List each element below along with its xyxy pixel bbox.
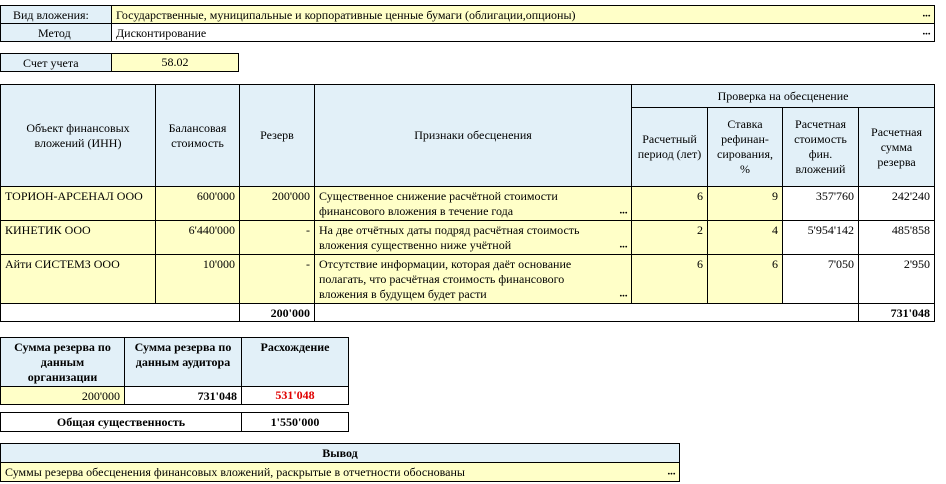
row-2-object[interactable]: КИНЕТИК ООО <box>0 220 156 255</box>
summary-auditor-header: Сумма резерва по данным аудитора <box>124 337 242 387</box>
conclusion-value: Суммы резерва обесценения финансовых вложений, раскрытые в отчетности обоснованы <box>5 465 465 479</box>
header-balance: Балансовая стоимость <box>155 84 240 187</box>
materiality-label: Общая существенность <box>0 412 242 432</box>
row-1-balance[interactable]: 600'000 <box>155 186 240 221</box>
row-1-signs-text: Существенное снижение расчётной стоимости финансового вложения в течение года <box>319 189 558 218</box>
row-3-signs[interactable] <box>314 254 632 304</box>
row-2-signs-text: На две отчётных даты подряд расчётная стоимость вложения существенно ниже учётной <box>319 223 580 252</box>
ellipsis-icon[interactable]: ··· <box>618 241 627 253</box>
row-2-signs[interactable] <box>314 220 632 255</box>
total-reserve: 200'000 <box>239 303 315 322</box>
row-3-calc-reserve: 2'950 <box>858 254 935 304</box>
ellipsis-icon[interactable]: ··· <box>666 468 675 480</box>
row-3-signs-text: Отсутствие информации, которая даёт основание полагать, что расчётная стоимость финансового вложения в будущем будет расти <box>319 257 572 301</box>
ellipsis-icon[interactable]: ··· <box>618 207 627 219</box>
row-1-period[interactable]: 6 <box>631 186 708 221</box>
row-1-reserve[interactable]: 200'000 <box>239 186 315 221</box>
total-empty-left <box>0 303 240 322</box>
method-field[interactable] <box>111 23 935 42</box>
row-2-calc-reserve: 485'858 <box>858 220 935 255</box>
header-calc-value: Расчетная стоимость фин. вложений <box>782 107 859 187</box>
header-calc-reserve: Расчетная сумма резерва <box>858 107 935 187</box>
row-1-rate[interactable]: 9 <box>707 186 783 221</box>
summary-org-header: Сумма резерва по данным организации <box>0 337 125 387</box>
header-period: Расчетный период (лет) <box>631 107 708 187</box>
investment-type-field[interactable] <box>111 5 935 24</box>
summary-diff-header: Расхождение <box>241 337 349 387</box>
ellipsis-icon[interactable]: ··· <box>618 290 627 302</box>
row-2-balance[interactable]: 6'440'000 <box>155 220 240 255</box>
method-value: Дисконтирование <box>116 26 207 40</box>
row-2-reserve[interactable]: - <box>239 220 315 255</box>
investment-type-value: Государственные, муниципальные и корпоративные ценные бумаги (облигации,опционы) <box>116 8 576 22</box>
row-1-signs[interactable] <box>314 186 632 221</box>
row-2-rate[interactable]: 4 <box>707 220 783 255</box>
account-value[interactable]: 58.02 <box>111 53 239 72</box>
row-3-reserve[interactable]: - <box>239 254 315 304</box>
header-signs: Признаки обесценения <box>314 84 632 187</box>
row-1-calc-value: 357'760 <box>782 186 859 221</box>
total-calc-reserve: 731'048 <box>858 303 935 322</box>
header-rate: Ставка рефинан-сирования, % <box>707 107 783 187</box>
header-check-group: Проверка на обесценение <box>631 84 935 108</box>
ellipsis-icon[interactable]: ··· <box>921 28 930 40</box>
header-object: Объект финансовых вложений (ИНН) <box>0 84 156 187</box>
method-label: Метод <box>0 23 112 42</box>
row-2-calc-value: 5'954'142 <box>782 220 859 255</box>
row-3-rate[interactable]: 6 <box>707 254 783 304</box>
row-3-balance[interactable]: 10'000 <box>155 254 240 304</box>
summary-diff-value: 531'048 <box>241 386 349 405</box>
row-1-object[interactable]: ТОРИОН-АРСЕНАЛ ООО <box>0 186 156 221</box>
materiality-value: 1'550'000 <box>241 412 349 432</box>
conclusion-header: Вывод <box>0 443 680 463</box>
summary-org-value[interactable]: 200'000 <box>0 386 125 405</box>
row-3-period[interactable]: 6 <box>631 254 708 304</box>
conclusion-field[interactable] <box>0 462 680 482</box>
total-empty-middle <box>314 303 859 322</box>
account-label: Счет учета <box>0 53 112 72</box>
row-2-period[interactable]: 2 <box>631 220 708 255</box>
summary-auditor-value: 731'048 <box>124 386 242 405</box>
header-reserve: Резерв <box>239 84 315 187</box>
investment-type-label: Вид вложения: <box>0 5 112 24</box>
ellipsis-icon[interactable]: ··· <box>921 10 930 22</box>
row-3-object[interactable]: Айти СИСТЕМЗ ООО <box>0 254 156 304</box>
row-1-calc-reserve: 242'240 <box>858 186 935 221</box>
row-3-calc-value: 7'050 <box>782 254 859 304</box>
